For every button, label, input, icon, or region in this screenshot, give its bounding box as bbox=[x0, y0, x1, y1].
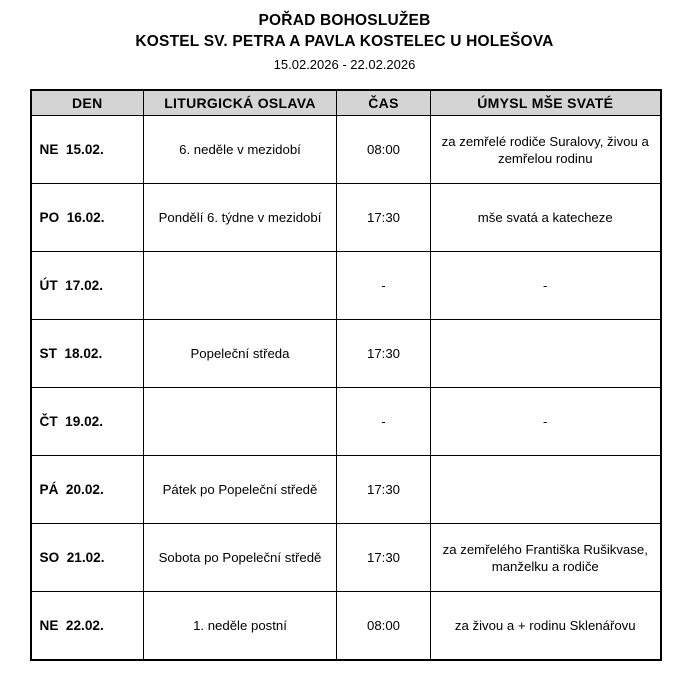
cell-celebration bbox=[144, 252, 337, 320]
column-header-intention: ÚMYSL MŠE SVATÉ bbox=[431, 90, 661, 116]
table-row bbox=[31, 116, 661, 184]
cell-day: PÁ 20.02. bbox=[31, 456, 144, 524]
cell-day: PO 16.02. bbox=[31, 184, 144, 252]
table-row bbox=[31, 252, 661, 320]
table-row bbox=[31, 184, 661, 252]
document-subtitle: KOSTEL SV. PETRA A PAVLA KOSTELEC U HOLEŠOVA bbox=[135, 33, 554, 50]
schedule-table-wrapper bbox=[30, 89, 660, 661]
cell-time: - bbox=[337, 252, 431, 320]
cell-intention: za zemřelého Františka Rušikvase, manželku a rodiče bbox=[431, 524, 661, 592]
cell-day: SO 21.02. bbox=[31, 524, 144, 592]
table-row bbox=[31, 388, 661, 456]
column-header-time: ČAS bbox=[337, 90, 431, 116]
cell-time: 08:00 bbox=[337, 116, 431, 184]
cell-day: ČT 19.02. bbox=[31, 388, 144, 456]
cell-time: - bbox=[337, 388, 431, 456]
document-header bbox=[0, 0, 689, 76]
column-header-day: DEN bbox=[31, 90, 144, 116]
table-row bbox=[31, 320, 661, 388]
cell-day: NE 22.02. bbox=[31, 592, 144, 660]
cell-intention: za zemřelé rodiče Suralovy, živou a zemřelou rodinu bbox=[431, 116, 661, 184]
cell-day: ST 18.02. bbox=[31, 320, 144, 388]
cell-day: ÚT 17.02. bbox=[31, 252, 144, 320]
cell-celebration: Pondělí 6. týdne v mezidobí bbox=[144, 184, 337, 252]
cell-celebration: Sobota po Popeleční středě bbox=[144, 524, 337, 592]
cell-intention: mše svatá a katecheze bbox=[431, 184, 661, 252]
cell-intention: - bbox=[431, 252, 661, 320]
cell-celebration: 1. neděle postní bbox=[144, 592, 337, 660]
cell-time: 17:30 bbox=[337, 456, 431, 524]
column-header-celebration: LITURGICKÁ OSLAVA bbox=[144, 90, 337, 116]
cell-intention bbox=[431, 456, 661, 524]
cell-intention: za živou a + rodinu Sklenářovu bbox=[431, 592, 661, 660]
cell-time: 17:30 bbox=[337, 524, 431, 592]
cell-intention bbox=[431, 320, 661, 388]
cell-celebration: 6. neděle v mezidobí bbox=[144, 116, 337, 184]
cell-celebration: Popeleční středa bbox=[144, 320, 337, 388]
cell-celebration bbox=[144, 388, 337, 456]
cell-time: 17:30 bbox=[337, 184, 431, 252]
table-row bbox=[31, 592, 661, 660]
cell-day: NE 15.02. bbox=[31, 116, 144, 184]
document-title: POŘAD BOHOSLUŽEB bbox=[258, 12, 431, 29]
table-row bbox=[31, 524, 661, 592]
table-header-row bbox=[31, 90, 661, 116]
schedule-table bbox=[30, 89, 662, 661]
cell-time: 17:30 bbox=[337, 320, 431, 388]
date-range: 15.02.2026 - 22.02.2026 bbox=[273, 57, 416, 72]
cell-celebration: Pátek po Popeleční středě bbox=[144, 456, 337, 524]
cell-intention: - bbox=[431, 388, 661, 456]
cell-time: 08:00 bbox=[337, 592, 431, 660]
table-row bbox=[31, 456, 661, 524]
